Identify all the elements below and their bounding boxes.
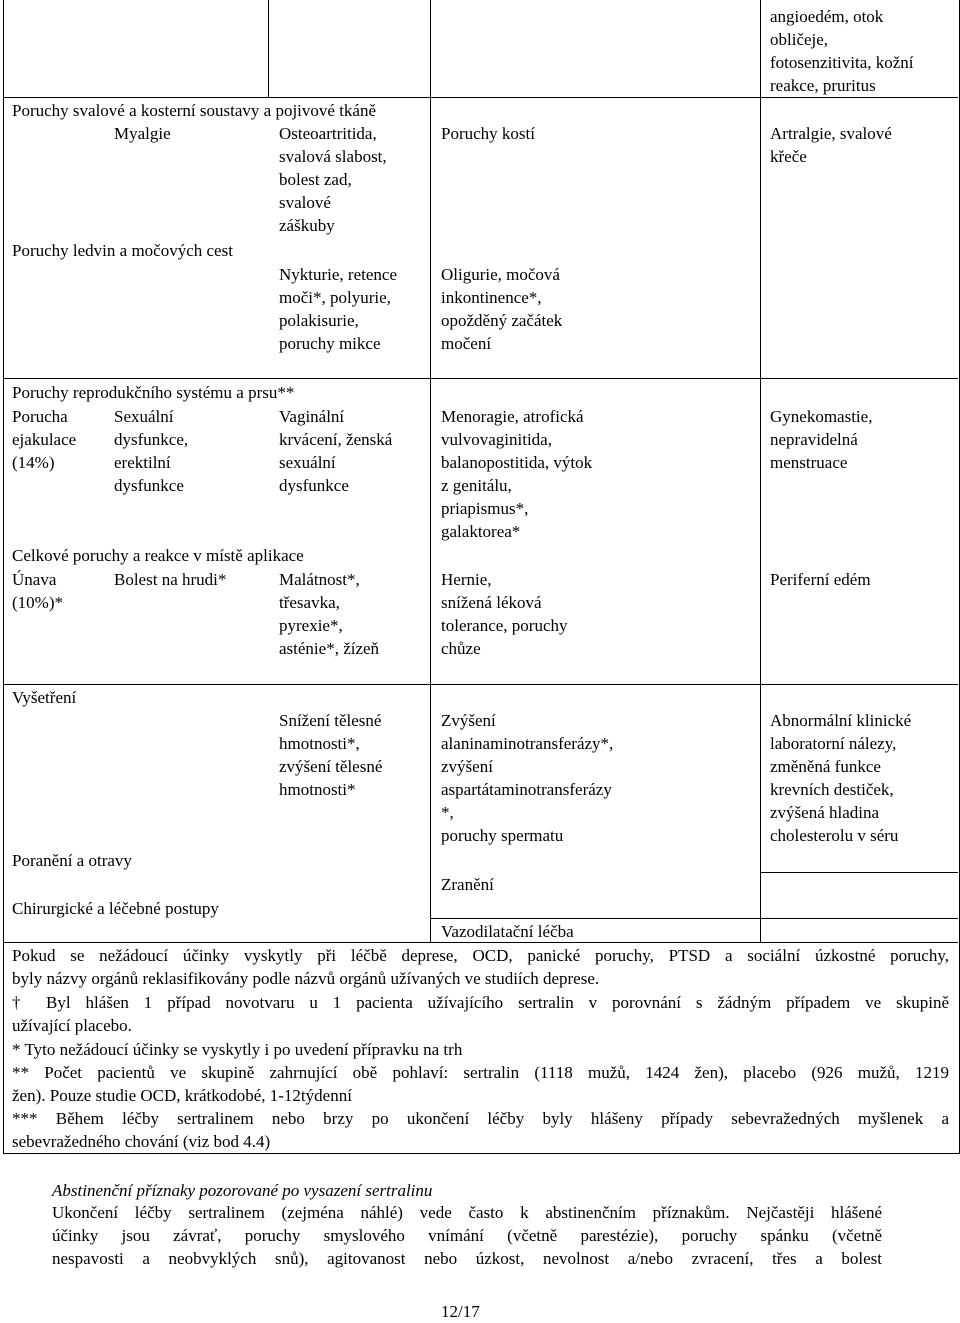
cell-line: Abnormální klinické <box>770 711 912 730</box>
footnote-line: Pokud se nežádoucí účinky vyskytly při léčbě deprese, OCD, panické poruchy, PTSD a sociální úzkostné poruchy, <box>12 946 949 965</box>
cell-line: Gynekomastie, <box>770 407 873 426</box>
cell-repro-c0 <box>12 405 76 474</box>
footnote-neoplasm <box>12 991 949 1037</box>
cell-line: Osteoartritida, <box>279 124 377 143</box>
cell-line: zvýšení <box>441 757 493 776</box>
cell-line: Porucha <box>12 407 68 426</box>
row-divider <box>3 97 958 98</box>
cell-skin-continued <box>770 5 914 97</box>
cell-line: angioedém, otok <box>770 7 884 26</box>
cell-repro-c3 <box>441 405 592 543</box>
cell-surgical-c3: Vazodilatační léčba <box>441 922 574 941</box>
cell-general-c3 <box>441 568 568 660</box>
cell-line: fotosenzitivita, kožní <box>770 53 914 72</box>
cell-line: ejakulace <box>12 430 77 449</box>
cell-line: inkontinence*, <box>441 288 542 307</box>
footnote-line: *** Během léčby sertralinem nebo brzy po ukončení léčby byly hlášeny případy sebevražedných myšlenek a <box>12 1109 949 1128</box>
section-header-musculoskeletal: Poruchy svalové a kosterní soustavy a pojivové tkáně <box>12 101 377 120</box>
cell-musculo-c2 <box>279 122 387 237</box>
cell-line: Sexuální <box>114 407 174 426</box>
cell-line: Snížení tělesné <box>279 711 382 730</box>
cell-musculo-c1 <box>114 122 171 145</box>
cell-line: dysfunkce <box>114 476 184 495</box>
row-divider <box>3 684 958 685</box>
cell-line: Bolest na hrudi* <box>114 570 227 589</box>
cell-line: z genitálu, <box>441 476 512 495</box>
cell-line: Nykturie, retence <box>279 265 397 284</box>
footnote-line: byly názvy orgánů reklasifikovány podle názvů orgánů užívaných ve studiích deprese. <box>12 969 600 988</box>
column-divider <box>430 0 431 942</box>
cell-line: močení <box>441 334 492 353</box>
footnote-line: žen). Pouze studie OCD, krátkodobé, 1-12týdenní <box>12 1086 352 1105</box>
row-divider <box>3 378 958 379</box>
cell-line: zvýšení tělesné <box>279 757 383 776</box>
cell-line: (14%) <box>12 453 55 472</box>
section-header-investigations: Vyšetření <box>12 688 77 707</box>
cell-line: křeče <box>770 147 807 166</box>
cell-exam-c2 <box>279 709 382 801</box>
cell-line: Únava <box>12 570 57 589</box>
cell-line: Artralgie, svalové <box>770 124 892 143</box>
column-divider <box>760 0 761 942</box>
cell-line: poruchy spermatu <box>441 826 564 845</box>
section-header-surgical: Chirurgické a léčebné postupy <box>12 899 219 918</box>
cell-line: Malátnost*, <box>279 570 360 589</box>
cell-line: hmotnosti*, <box>279 734 360 753</box>
cell-line: obličeje, <box>770 30 829 49</box>
cell-line: Myalgie <box>114 124 171 143</box>
cell-line: svalová slabost, <box>279 147 387 166</box>
cell-line: krvácení, ženská <box>279 430 393 449</box>
cell-line: dysfunkce <box>279 476 349 495</box>
cell-line: polakisurie, <box>279 311 359 330</box>
cell-repro-c2 <box>279 405 392 497</box>
cell-exam-c3 <box>441 709 613 847</box>
cell-line: zvýšená hladina <box>770 803 880 822</box>
section-header-general: Celkové poruchy a reakce v místě aplikace <box>12 546 304 565</box>
cell-line: změněná funkce <box>770 757 881 776</box>
cell-line: moči*, polyurie, <box>279 288 391 307</box>
cell-line: Periferní edém <box>770 570 871 589</box>
cell-line: hmotnosti* <box>279 780 356 799</box>
cell-line: Vaginální <box>279 407 345 426</box>
cell-line: chůze <box>441 639 481 658</box>
cell-line: reakce, pruritus <box>770 76 876 95</box>
cell-line: (10%)* <box>12 593 63 612</box>
cell-general-c4 <box>770 568 871 591</box>
paragraph-line: nespavosti a neobvyklých snů), agitovanost nebo úzkost, nevolnost a/nebo zvracení, třes a bolest <box>52 1249 882 1268</box>
cell-line: menstruace <box>770 453 848 472</box>
footnote-line: sebevražedného chování (viz bod 4.4) <box>12 1132 271 1151</box>
cell-line: Poruchy kostí <box>441 124 535 143</box>
section-header-injury: Poranění a otravy <box>12 851 132 870</box>
footnote-patient-count <box>12 1061 949 1107</box>
section-header-reproductive: Poruchy reprodukčního systému a prsu** <box>12 383 295 402</box>
cell-general-c1 <box>114 568 226 591</box>
cell-line: aspartátaminotransferázy <box>441 780 612 799</box>
row-divider <box>760 872 958 873</box>
cell-line: svalové <box>279 193 331 212</box>
row-divider <box>430 918 958 919</box>
cell-line: cholesterolu v séru <box>770 826 899 845</box>
withdrawal-heading: Abstinenční příznaky pozorované po vysazení sertralinu <box>52 1181 433 1200</box>
cell-exam-c4 <box>770 709 911 847</box>
cell-line: Hernie, <box>441 570 492 589</box>
cell-line: Oligurie, močová <box>441 265 560 284</box>
paragraph-line: účinky jsou závrať, poruchy smyslového vnímání (včetně parestézie), poruchy spánku (včetně <box>52 1226 882 1245</box>
cell-line: vulvovaginitida, <box>441 430 552 449</box>
cell-line: záškuby <box>279 216 335 235</box>
cell-line: dysfunkce, <box>114 430 189 449</box>
cell-line: tolerance, poruchy <box>441 616 568 635</box>
footnote-postmarketing: * Tyto nežádoucí účinky se vyskytly i po uvedení přípravku na trh <box>12 1040 463 1059</box>
cell-line: erektilní <box>114 453 171 472</box>
cell-line: priapismus*, <box>441 499 529 518</box>
footnote-suicidality <box>12 1107 949 1153</box>
footnote-line: užívající placebo. <box>12 1016 132 1035</box>
footnote-reclassification <box>12 944 949 990</box>
cell-musculo-c4 <box>770 122 892 168</box>
cell-line: galaktorea* <box>441 522 521 541</box>
cell-line: *, <box>441 803 454 822</box>
withdrawal-paragraph <box>52 1201 882 1270</box>
cell-line: snížená léková <box>441 593 542 612</box>
cell-line: Menoragie, atrofická <box>441 407 584 426</box>
cell-injury-c3: Zranění <box>441 875 494 894</box>
cell-line: asténie*, žízeň <box>279 639 380 658</box>
cell-general-c2 <box>279 568 379 660</box>
cell-line: opožděný začátek <box>441 311 563 330</box>
cell-line: nepravidelná <box>770 430 858 449</box>
cell-line: bolest zad, <box>279 170 352 189</box>
cell-line: laboratorní nálezy, <box>770 734 897 753</box>
footnote-line: ** Počet pacientů ve skupině zahrnující obě pohlaví: sertralin (1118 mužů, 1424 žen), placebo (926 mužů, 1219 <box>12 1063 949 1082</box>
column-divider <box>268 0 269 97</box>
footnote-line: † Byl hlášen 1 případ novotvaru u 1 pacienta užívajícího sertralin v porovnání s žádným případem ve skupině <box>12 993 949 1012</box>
cell-line: Zvýšení <box>441 711 496 730</box>
cell-line: poruchy mikce <box>279 334 381 353</box>
cell-musculo-c3 <box>441 122 535 145</box>
page-number: 12/17 <box>441 1302 480 1321</box>
cell-renal-c3 <box>441 263 562 355</box>
section-header-renal: Poruchy ledvin a močových cest <box>12 241 233 260</box>
cell-line: pyrexie*, <box>279 616 343 635</box>
cell-line: balanopostitida, výtok <box>441 453 593 472</box>
cell-renal-c2 <box>279 263 397 355</box>
cell-general-c0 <box>12 568 63 614</box>
cell-line: třesavka, <box>279 593 340 612</box>
cell-line: sexuální <box>279 453 336 472</box>
cell-line: alaninaminotransferázy*, <box>441 734 614 753</box>
cell-line: krevních destiček, <box>770 780 894 799</box>
cell-repro-c1 <box>114 405 188 497</box>
cell-repro-c4 <box>770 405 872 474</box>
paragraph-line: Ukončení léčby sertralinem (zejména náhlé) vede často k abstinenčním příznakům. Nejčastěji hlášené <box>52 1203 882 1222</box>
